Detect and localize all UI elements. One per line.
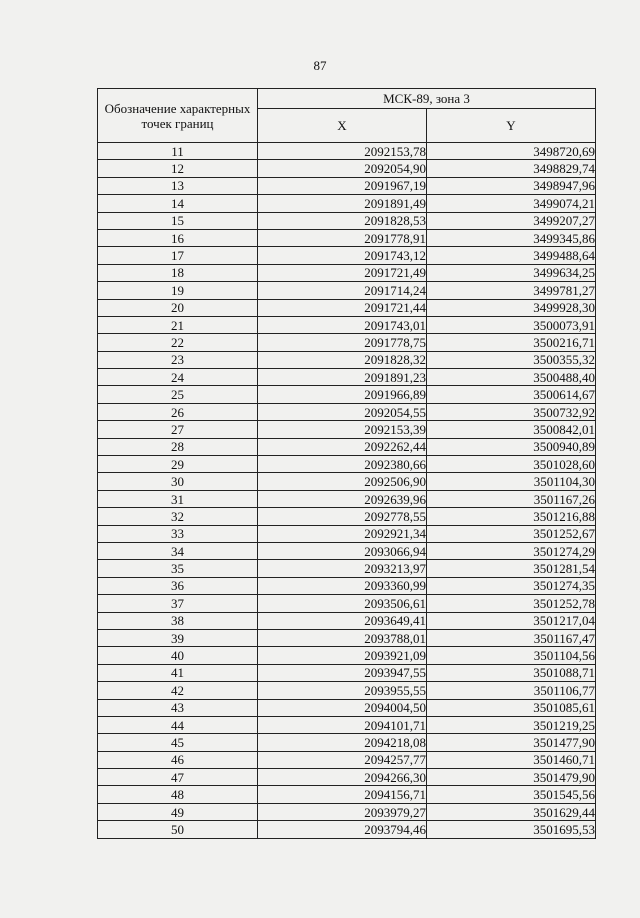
y-coordinate-cell: 3498947,96 [427,177,596,194]
x-coordinate-cell: 2093066,94 [258,542,427,559]
y-coordinate-cell: 3500842,01 [427,421,596,438]
y-coordinate-cell: 3501167,47 [427,629,596,646]
table-row [98,229,596,246]
x-coordinate-cell: 2091891,49 [258,195,427,212]
table-row [98,786,596,803]
point-id-cell: 34 [98,542,258,559]
y-coordinate-cell: 3501252,67 [427,525,596,542]
table-row [98,664,596,681]
point-id-cell: 18 [98,264,258,281]
y-coordinate-cell: 3501219,25 [427,716,596,733]
point-id-cell: 39 [98,629,258,646]
y-coordinate-cell: 3499634,25 [427,264,596,281]
point-id-cell: 29 [98,456,258,473]
y-column-header: Y [427,109,596,143]
x-coordinate-cell: 2092506,90 [258,473,427,490]
x-coordinate-cell: 2093213,97 [258,560,427,577]
y-coordinate-cell: 3498829,74 [427,160,596,177]
table-row [98,403,596,420]
x-coordinate-cell: 2091778,91 [258,229,427,246]
y-coordinate-cell: 3500216,71 [427,334,596,351]
y-coordinate-cell: 3500488,40 [427,369,596,386]
point-id-cell: 26 [98,403,258,420]
point-id-cell: 41 [98,664,258,681]
table-row [98,577,596,594]
y-coordinate-cell: 3500355,32 [427,351,596,368]
x-coordinate-cell: 2093649,41 [258,612,427,629]
x-coordinate-cell: 2092153,78 [258,143,427,160]
x-coordinate-cell: 2094156,71 [258,786,427,803]
x-coordinate-cell: 2091721,49 [258,264,427,281]
table-row [98,212,596,229]
point-id-cell: 21 [98,316,258,333]
table-row [98,143,596,160]
point-id-cell: 12 [98,160,258,177]
y-coordinate-cell: 3501217,04 [427,612,596,629]
point-id-cell: 13 [98,177,258,194]
point-id-cell: 32 [98,508,258,525]
y-coordinate-cell: 3500940,89 [427,438,596,455]
table-row [98,473,596,490]
point-id-cell: 14 [98,195,258,212]
x-coordinate-cell: 2091714,24 [258,282,427,299]
table-row [98,316,596,333]
point-id-cell: 33 [98,525,258,542]
table-row [98,821,596,838]
table-body [98,143,596,839]
point-id-cell: 43 [98,699,258,716]
y-coordinate-cell: 3501274,29 [427,542,596,559]
y-coordinate-cell: 3501252,78 [427,595,596,612]
y-coordinate-cell: 3500073,91 [427,316,596,333]
point-id-cell: 22 [98,334,258,351]
table-row [98,525,596,542]
point-id-cell: 19 [98,282,258,299]
x-coordinate-cell: 2091743,01 [258,316,427,333]
x-coordinate-cell: 2092921,34 [258,525,427,542]
table-row [98,334,596,351]
y-coordinate-cell: 3501629,44 [427,803,596,820]
x-coordinate-cell: 2093794,46 [258,821,427,838]
y-coordinate-cell: 3499928,30 [427,299,596,316]
table-row [98,177,596,194]
x-coordinate-cell: 2093947,55 [258,664,427,681]
page-number: 87 [313,58,327,73]
point-id-cell: 49 [98,803,258,820]
y-coordinate-cell: 3499345,86 [427,229,596,246]
x-coordinate-cell: 2093979,27 [258,803,427,820]
table-row [98,264,596,281]
y-coordinate-cell: 3501085,61 [427,699,596,716]
point-id-cell: 45 [98,734,258,751]
y-coordinate-cell: 3501274,35 [427,577,596,594]
x-coordinate-cell: 2093506,61 [258,595,427,612]
point-id-cell: 31 [98,490,258,507]
table-row [98,734,596,751]
point-id-cell: 16 [98,229,258,246]
table-row [98,351,596,368]
table-row [98,612,596,629]
y-coordinate-cell: 3499074,21 [427,195,596,212]
point-id-cell: 23 [98,351,258,368]
table-row [98,682,596,699]
x-coordinate-cell: 2092054,55 [258,403,427,420]
point-id-cell: 44 [98,716,258,733]
x-coordinate-cell: 2092380,66 [258,456,427,473]
point-id-cell: 24 [98,369,258,386]
x-coordinate-cell: 2092778,55 [258,508,427,525]
table-row [98,195,596,212]
y-coordinate-cell: 3501088,71 [427,664,596,681]
table-row [98,699,596,716]
y-coordinate-cell: 3501695,53 [427,821,596,838]
x-coordinate-cell: 2093921,09 [258,647,427,664]
x-coordinate-cell: 2093955,55 [258,682,427,699]
x-coordinate-cell: 2093788,01 [258,629,427,646]
x-coordinate-cell: 2091778,75 [258,334,427,351]
y-coordinate-cell: 3501167,26 [427,490,596,507]
point-label-header: Обозначение характерных точек границ [98,89,258,143]
y-coordinate-cell: 3501106,77 [427,682,596,699]
table-row [98,299,596,316]
y-coordinate-cell: 3501104,56 [427,647,596,664]
table-row [98,490,596,507]
table-row [98,595,596,612]
x-coordinate-cell: 2094101,71 [258,716,427,733]
table-header [98,89,596,143]
point-id-cell: 37 [98,595,258,612]
x-coordinate-cell: 2092639,96 [258,490,427,507]
x-coordinate-cell: 2094218,08 [258,734,427,751]
point-id-cell: 38 [98,612,258,629]
x-coordinate-cell: 2094004,50 [258,699,427,716]
point-id-cell: 50 [98,821,258,838]
table-row [98,716,596,733]
point-id-cell: 46 [98,751,258,768]
y-coordinate-cell: 3500732,92 [427,403,596,420]
x-coordinate-cell: 2091966,89 [258,386,427,403]
x-coordinate-cell: 2091743,12 [258,247,427,264]
x-coordinate-cell: 2091967,19 [258,177,427,194]
table-row [98,508,596,525]
table-row [98,282,596,299]
x-coordinate-cell: 2092153,39 [258,421,427,438]
point-id-cell: 15 [98,212,258,229]
y-coordinate-cell: 3501028,60 [427,456,596,473]
x-column-header: X [258,109,427,143]
y-coordinate-cell: 3501545,56 [427,786,596,803]
x-coordinate-cell: 2094257,77 [258,751,427,768]
x-coordinate-cell: 2091891,23 [258,369,427,386]
point-id-cell: 47 [98,769,258,786]
point-id-cell: 48 [98,786,258,803]
x-coordinate-cell: 2091828,32 [258,351,427,368]
table-row [98,160,596,177]
point-id-cell: 35 [98,560,258,577]
y-coordinate-cell: 3500614,67 [427,386,596,403]
table-row [98,751,596,768]
point-id-cell: 36 [98,577,258,594]
table-row [98,369,596,386]
table-row [98,386,596,403]
point-id-cell: 40 [98,647,258,664]
coord-system-header: МСК-89, зона 3 [258,89,596,109]
y-coordinate-cell: 3499488,64 [427,247,596,264]
y-coordinate-cell: 3498720,69 [427,143,596,160]
table-row [98,629,596,646]
table-row [98,542,596,559]
x-coordinate-cell: 2094266,30 [258,769,427,786]
x-coordinate-cell: 2091828,53 [258,212,427,229]
y-coordinate-cell: 3501460,71 [427,751,596,768]
table-row [98,560,596,577]
y-coordinate-cell: 3501216,88 [427,508,596,525]
table-row [98,803,596,820]
table-row [98,438,596,455]
x-coordinate-cell: 2092054,90 [258,160,427,177]
y-coordinate-cell: 3501281,54 [427,560,596,577]
y-coordinate-cell: 3499781,27 [427,282,596,299]
coordinates-table [97,88,596,839]
point-id-cell: 17 [98,247,258,264]
x-coordinate-cell: 2092262,44 [258,438,427,455]
y-coordinate-cell: 3501477,90 [427,734,596,751]
point-id-cell: 28 [98,438,258,455]
point-id-cell: 30 [98,473,258,490]
y-coordinate-cell: 3499207,27 [427,212,596,229]
y-coordinate-cell: 3501479,90 [427,769,596,786]
table-row [98,647,596,664]
table-row [98,456,596,473]
point-id-cell: 25 [98,386,258,403]
point-id-cell: 42 [98,682,258,699]
x-coordinate-cell: 2091721,44 [258,299,427,316]
x-coordinate-cell: 2093360,99 [258,577,427,594]
table-row [98,421,596,438]
table-row [98,247,596,264]
point-id-cell: 27 [98,421,258,438]
table-row [98,769,596,786]
y-coordinate-cell: 3501104,30 [427,473,596,490]
point-id-cell: 11 [98,143,258,160]
point-id-cell: 20 [98,299,258,316]
